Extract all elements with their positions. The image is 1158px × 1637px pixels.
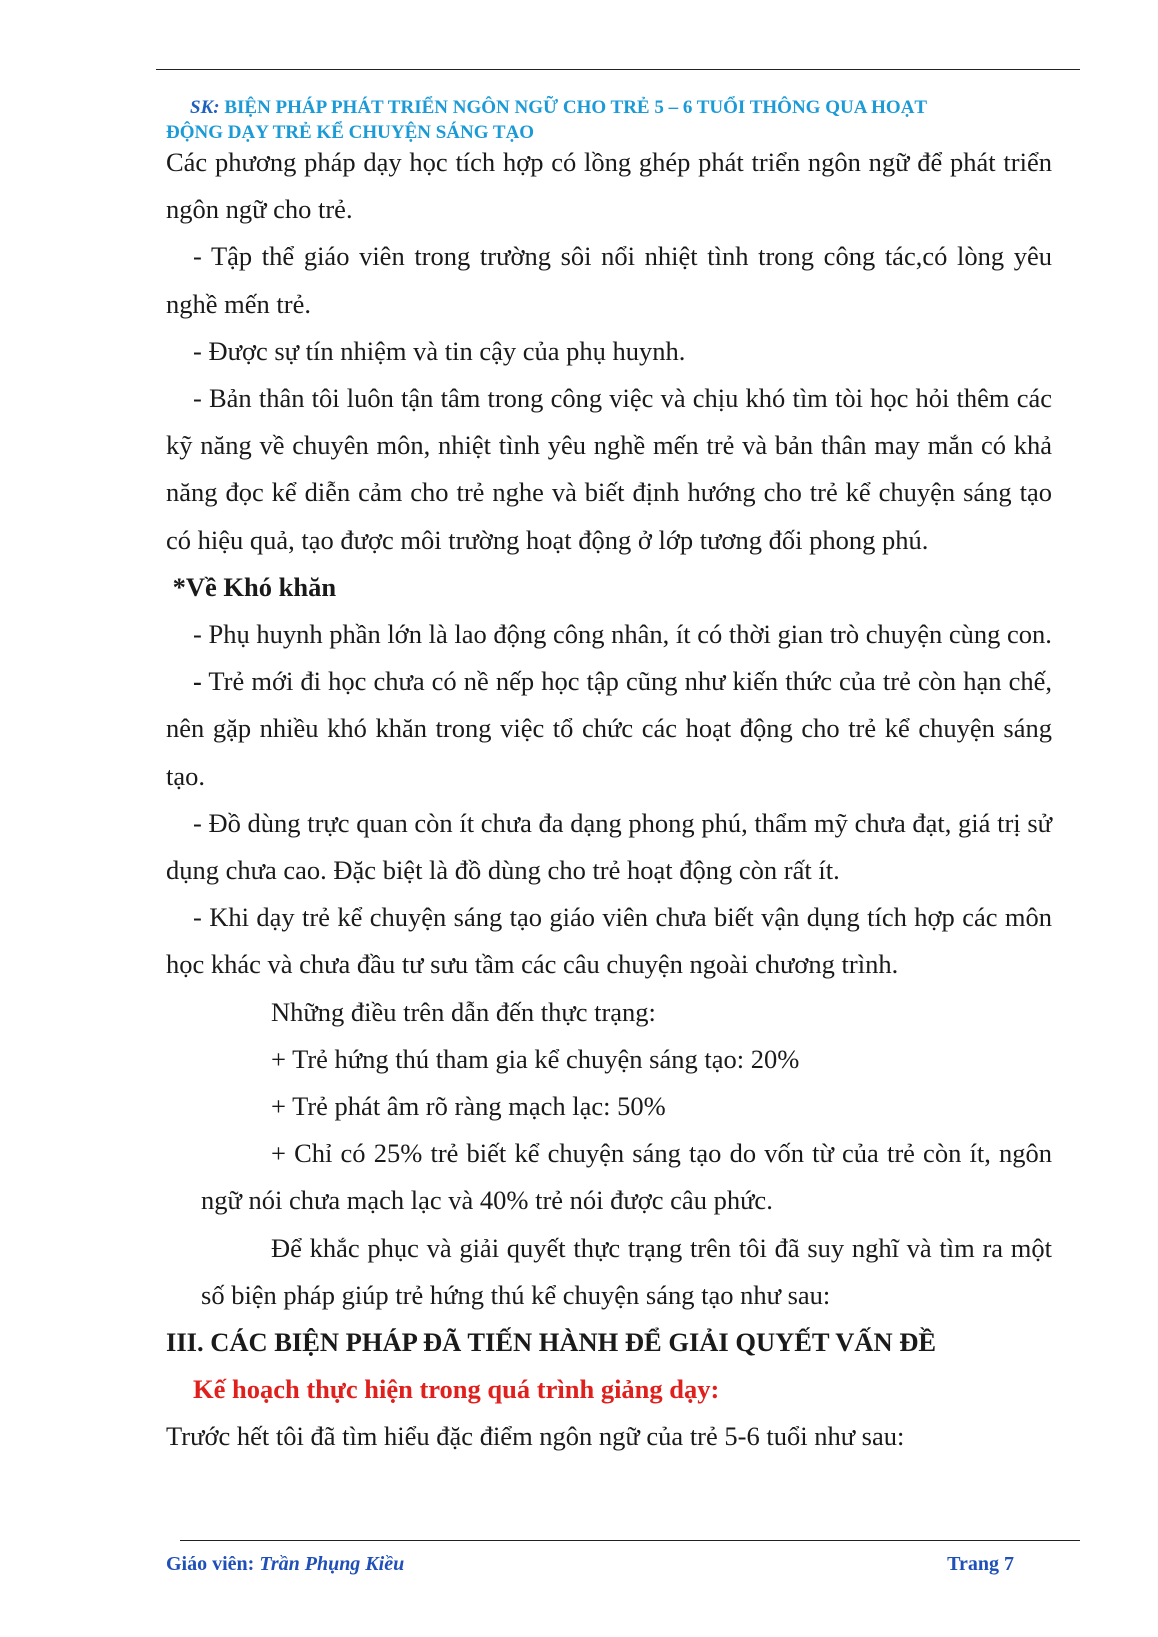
page-footer: [166, 1553, 1014, 1576]
paragraph-5: - Phụ huynh phần lớn là lao động công nhân, ít có thời gian trò chuyện cùng con.: [193, 619, 1052, 650]
paragraph-10: + Trẻ hứng thú tham gia kể chuyện sáng tạo: 20%: [271, 1043, 800, 1074]
teacher-name: Trần Phụng Kiều: [259, 1553, 405, 1575]
header-title-part-1: BIỆN PHÁP PHÁT TRIỂN NGÔN NGỮ CHO TRẺ 5 – 6 TUỔI THÔNG QUA HOẠT: [219, 97, 928, 118]
paragraph-6-dash: -: [193, 666, 202, 697]
paragraph-8: - Khi dạy trẻ kể chuyện sáng tạo giáo viên chưa biết vận dụng tích hợp các môn học khác và chưa đầu tư sưu tầm các câu chuyện ngoài chương trình.: [166, 902, 1052, 980]
paragraph-7: - Đồ dùng trực quan còn ít chưa đa dạng phong phú, thẩm mỹ chưa đạt, giá trị sử dụng chưa cao. Đặc biệt là đồ dùng cho trẻ hoạt động còn rất ít.: [166, 807, 1052, 886]
paragraph-13: Để khắc phục và giải quyết thực trạng trên tôi đã suy nghĩ và tìm ra một số biện pháp giúp trẻ hứng thú kể chuyện sáng tạo như sau:: [201, 1232, 1052, 1310]
page-number: Trang 7: [947, 1553, 1014, 1575]
paragraph-4: - Bản thân tôi luôn tận tâm trong công việc và chịu khó tìm tòi học hỏi thêm các kỹ năng về chuyên môn, nhiệt tình yêu nghề mến trẻ và bản thân may mắn có khả năng đọc kể diễn cảm cho trẻ nghe và biết định hướng cho trẻ kể chuyện sáng tạo có hiệu quả, tạo được môi trường hoạt động ở lớp tương đối phong phú.: [166, 383, 1052, 555]
header-line-1: [166, 95, 1056, 120]
plan-heading: Kế hoạch thực hiện trong quá trình giảng dạy:: [193, 1374, 720, 1405]
paragraph-9: Những điều trên dẫn đến thực trạng:: [271, 996, 656, 1027]
paragraph-1: Các phương pháp dạy học tích hợp có lồng ghép phát triển ngôn ngữ để phát triển ngôn ngữ cho trẻ.: [166, 147, 1052, 225]
paragraph-2: - Tập thể giáo viên trong trường sôi nổi nhiệt tình trong công tác,có lòng yêu nghề mến trẻ.: [166, 241, 1052, 319]
header-prefix: SK:: [190, 97, 220, 118]
paragraph-11: + Trẻ phát âm rõ ràng mạch lạc: 50%: [271, 1091, 666, 1122]
paragraph-6: [166, 658, 1052, 800]
footer-rule: [180, 1540, 1080, 1541]
paragraph-6-text: Trẻ mới đi học chưa có nề nếp học tập cũng như kiến thức của trẻ còn hạn chế, nên gặp nhiều khó khăn trong việc tổ chức các hoạt động cho trẻ kể chuyện sáng tạo.: [166, 666, 1052, 791]
document-body: [166, 139, 1052, 1461]
paragraph-3: - Được sự tín nhiệm và tin cậy của phụ huynh.: [193, 335, 686, 366]
teacher-label: Giáo viên:: [166, 1553, 260, 1575]
page-header: [166, 95, 1056, 145]
paragraph-12: + Chỉ có 25% trẻ biết kể chuyện sáng tạo do vốn từ của trẻ còn ít, ngôn ngữ nói chưa mạch lạc và 40% trẻ nói được câu phức.: [201, 1138, 1052, 1216]
header-rule: [156, 69, 1080, 70]
section-heading: III. CÁC BIỆN PHÁP ĐÃ TIẾN HÀNH ĐỂ GIẢI QUYẾT VẤN ĐỀ: [166, 1327, 937, 1358]
difficulty-heading: *Về Khó khăn: [166, 571, 337, 602]
paragraph-14: Trước hết tôi đã tìm hiểu đặc điểm ngôn ngữ của trẻ 5-6 tuổi như sau:: [166, 1421, 905, 1452]
header-line-2: ĐỘNG DẠY TRẺ KỂ CHUYỆN SÁNG TẠO: [166, 122, 535, 143]
